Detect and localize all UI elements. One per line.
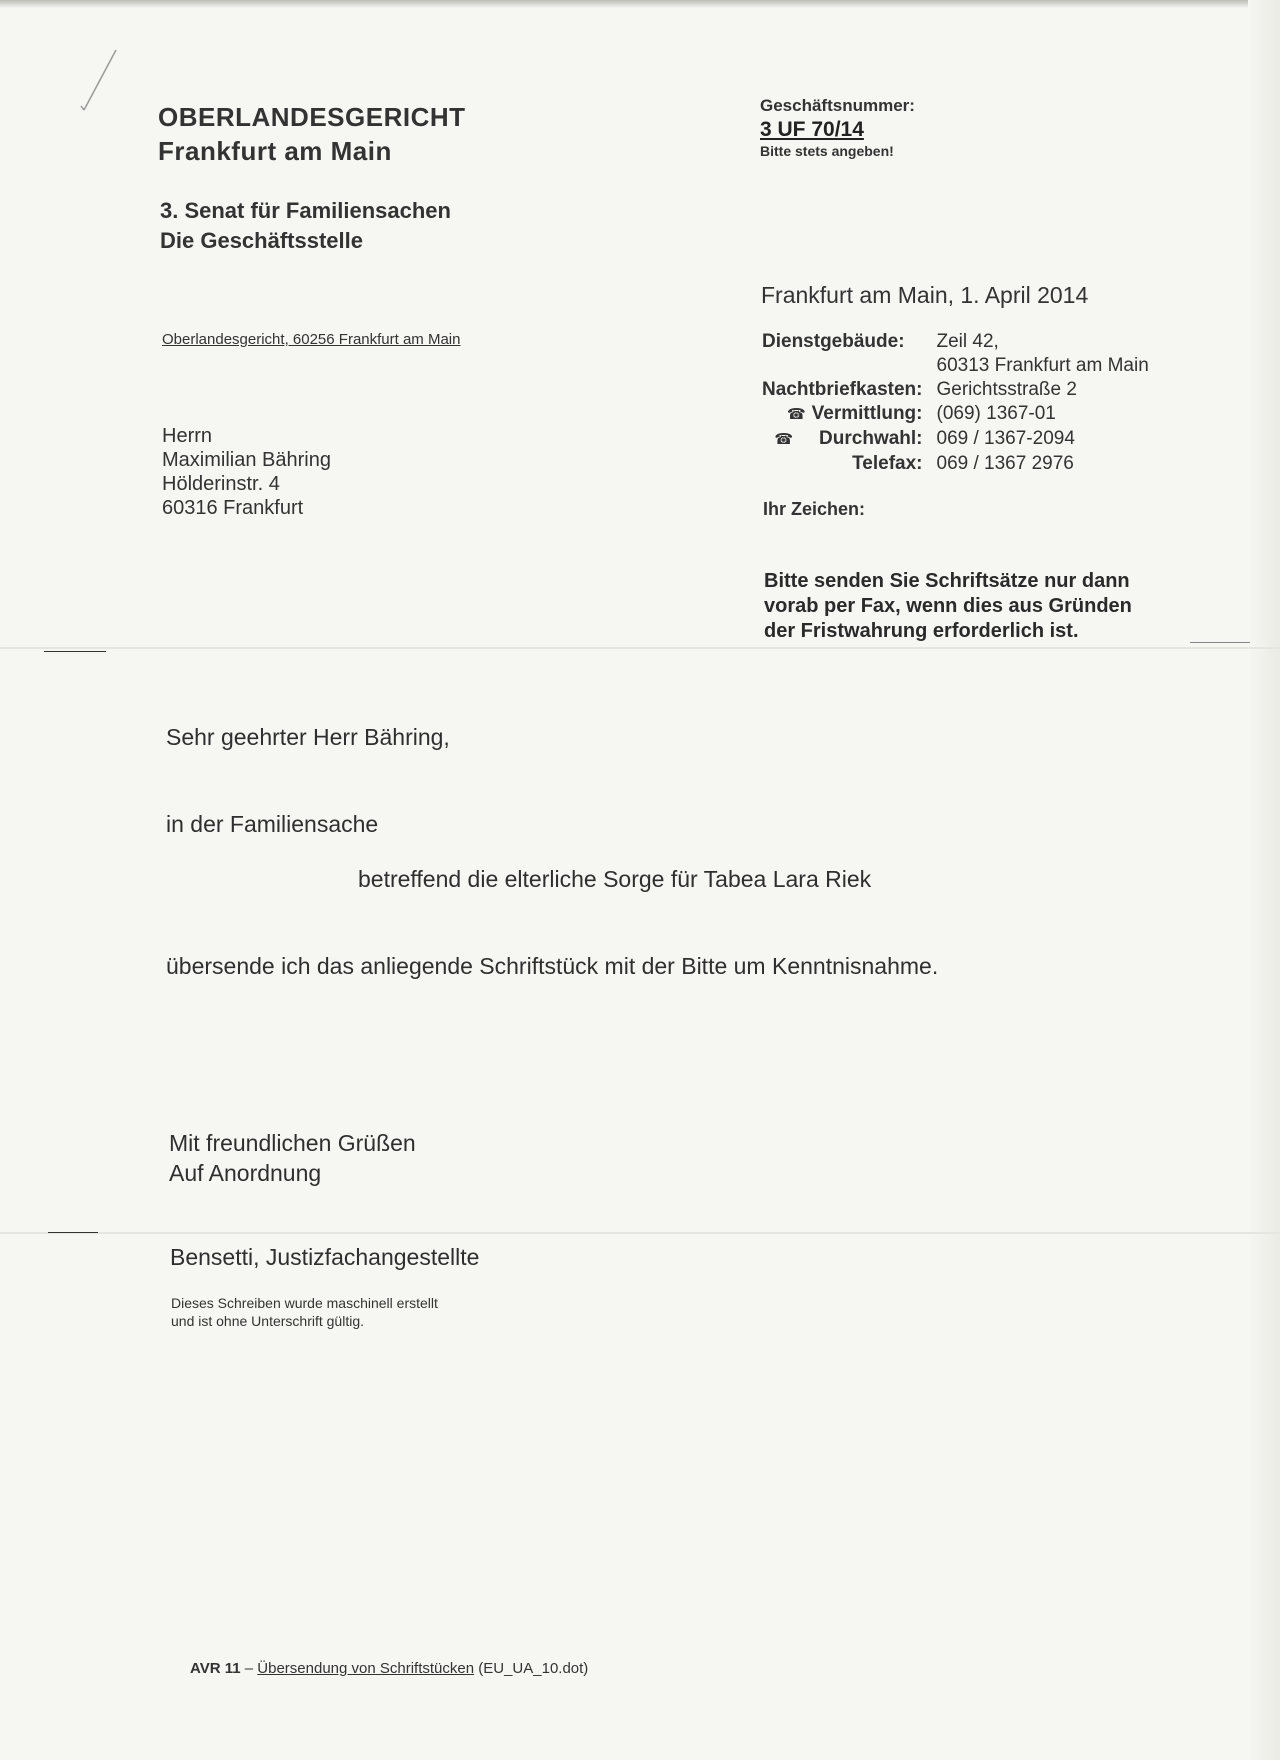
return-address: Oberlandesgericht, 60256 Frankfurt am Main — [162, 331, 461, 348]
case-number-note: Bitte stets angeben! — [760, 143, 894, 159]
direct-dial-value: 069 / 1367-2094 — [936, 428, 1075, 449]
case-number-label: Geschäftsnummer: — [760, 96, 915, 115]
fax-value: 069 / 1367 2976 — [936, 453, 1074, 474]
your-reference-label: Ihr Zeichen: — [763, 499, 866, 519]
page-right-edge — [1248, 0, 1280, 1760]
fold-mark-upper — [44, 651, 106, 652]
machine-note-line1: Dieses Schreiben wurde maschinell erstellt — [171, 1295, 438, 1311]
court-heading — [158, 100, 466, 168]
recipient-name: Maximilian Bähring — [162, 449, 331, 471]
senate-heading — [160, 196, 451, 256]
switchboard-value: (069) 1367-01 — [936, 403, 1056, 424]
closing-regards: Mit freundlichen Grüßen — [169, 1130, 416, 1156]
fold-mark-right — [1190, 642, 1250, 643]
switchboard-label: Vermittlung: — [811, 403, 923, 424]
building-line1: Zeil 42, — [936, 331, 999, 352]
recipient-salutation: Herrn — [162, 425, 213, 447]
fold-line-lower — [0, 1232, 1280, 1234]
fax-notice-line3: der Fristwahrung erforderlich ist. — [764, 620, 1079, 642]
office-name: Die Geschäftsstelle — [160, 228, 363, 253]
closing-order: Auf Anordnung — [169, 1160, 322, 1186]
court-city: Frankfurt am Main — [158, 136, 392, 166]
form-code: AVR 11 — [190, 1660, 241, 1677]
fold-line-upper — [0, 647, 1280, 649]
direct-dial-label: Durchwahl: — [819, 428, 923, 449]
letter-body: übersende ich das anliegende Schriftstück mit der Bitte um Kenntnisnahme. — [166, 953, 939, 979]
fax-notice-line1: Bitte senden Sie Schriftsätze nur dann — [764, 570, 1130, 592]
recipient-city: 60316 Frankfurt — [162, 497, 304, 519]
form-title: Übersendung von Schriftstücken — [257, 1660, 475, 1677]
building-line2: 60313 Frankfurt am Main — [936, 355, 1149, 376]
building-label: Dienstgebäude: — [762, 331, 905, 352]
night-box-label: Nachtbriefkasten: — [762, 379, 923, 400]
telephone-icon: ☎ — [774, 431, 794, 448]
case-number: 3 UF 70/14 — [760, 118, 864, 141]
greeting: Sehr geehrter Herr Bähring, — [166, 724, 450, 750]
fax-notice-line2: vorab per Fax, wenn dies aus Gründen — [764, 595, 1132, 617]
signatory: Bensetti, Justizfachangestellte — [170, 1244, 480, 1270]
court-name: OBERLANDESGERICHT — [158, 102, 466, 132]
form-template: (EU_UA_10.dot) — [474, 1660, 589, 1677]
page-top-edge — [0, 0, 1280, 8]
date-line: Frankfurt am Main, 1. April 2014 — [761, 282, 1089, 308]
matter-subject: betreffend die elterliche Sorge für Tabea Lara Riek — [358, 866, 872, 892]
matter-intro: in der Familiensache — [166, 811, 379, 837]
night-box-value: Gerichtsstraße 2 — [936, 379, 1077, 400]
fax-label: Telefax: — [852, 453, 923, 474]
telephone-icon: ☎ — [786, 406, 806, 423]
machine-generated-note — [171, 1294, 438, 1330]
machine-note-line2: und ist ohne Unterschrift gültig. — [171, 1313, 364, 1329]
closing-block — [169, 1128, 416, 1188]
senate-name: 3. Senat für Familiensachen — [160, 198, 451, 223]
recipient-street: Hölderinstr. 4 — [162, 473, 280, 495]
contact-table — [762, 330, 1149, 476]
form-footer — [190, 1660, 588, 1677]
staple-mark-icon — [78, 44, 122, 116]
fold-mark-lower — [48, 1232, 98, 1233]
case-number-block — [760, 96, 915, 159]
fax-notice — [764, 569, 1132, 644]
footer-dash: – — [240, 1660, 258, 1677]
recipient-address — [162, 424, 331, 520]
